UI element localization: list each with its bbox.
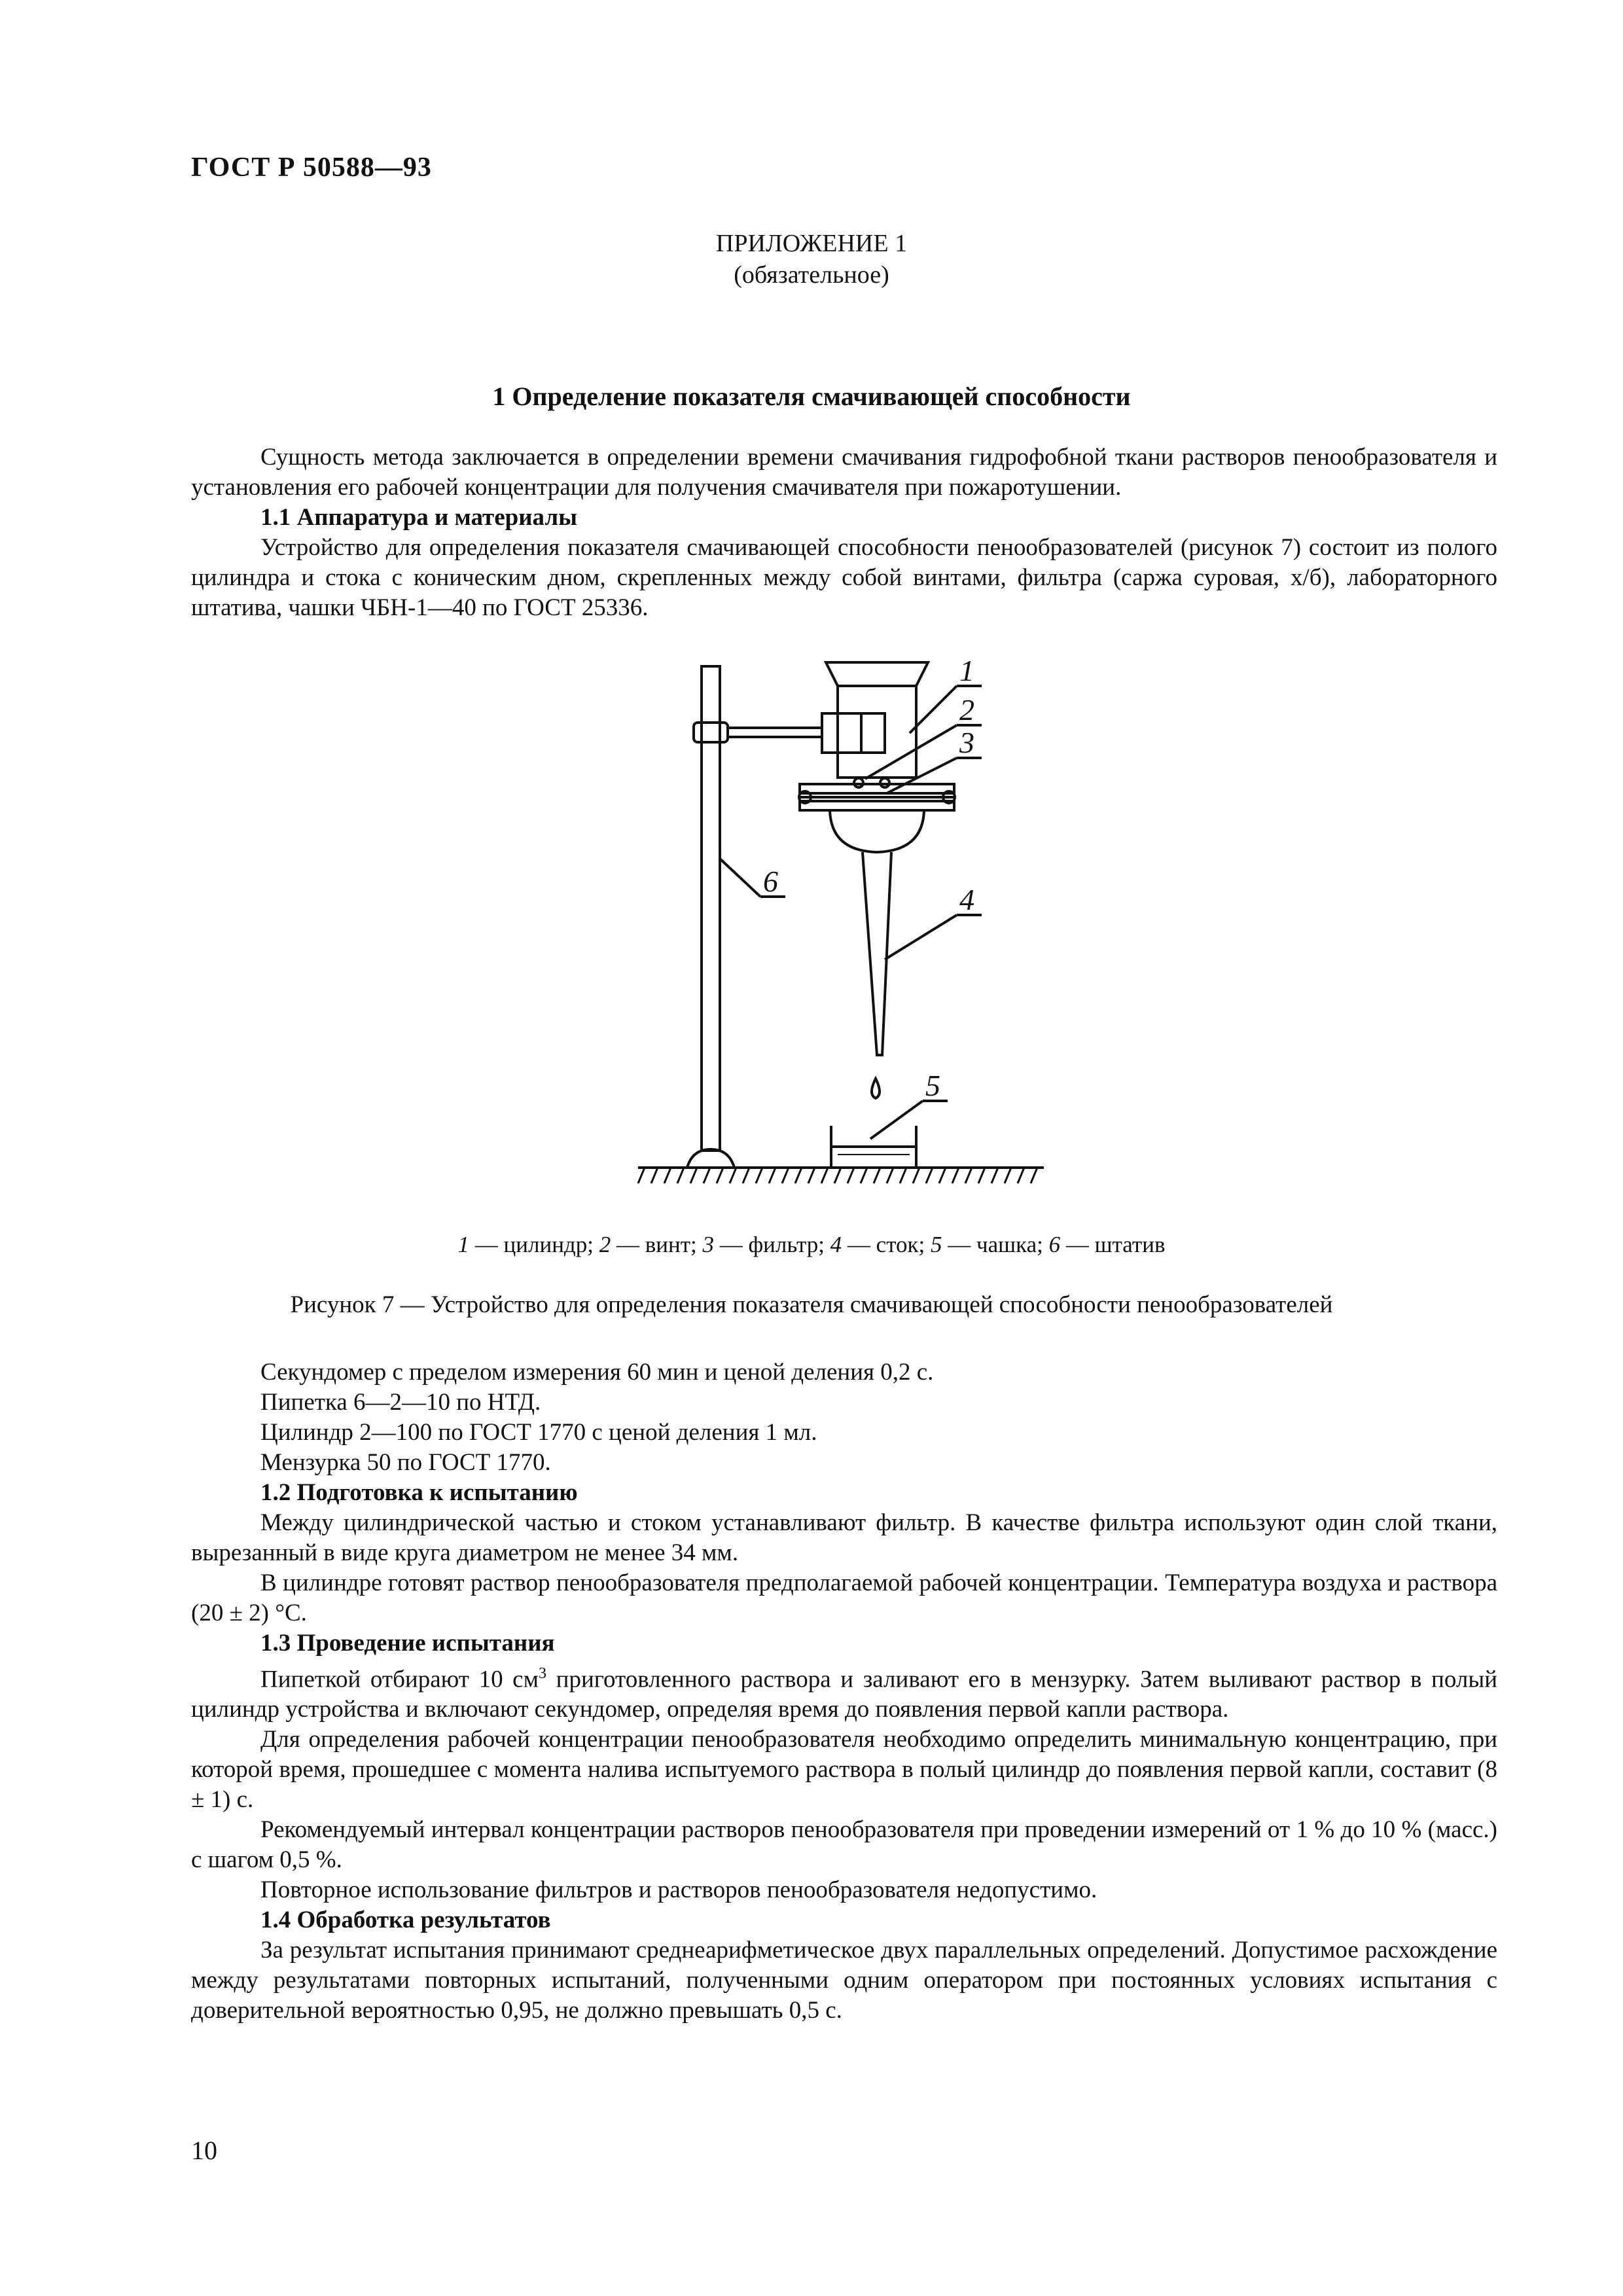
- paragraph: Для определения рабочей концентрации пенообразователя необходимо определить минимальную концентрацию, при которой время, прошедшее с момента налива испытуемого раствора в полый цилиндр до появления первой капли, составит (8 ± 1) с.: [191, 1726, 1497, 1814]
- label-6: 6: [763, 865, 778, 898]
- subsection-heading-1-1: 1.1 Аппаратура и материалы: [260, 504, 578, 531]
- list-item: Секундомер с пределом измерения 60 мин и ценой деления 0,2 с.: [260, 1359, 934, 1386]
- holder-clamp: [822, 713, 861, 753]
- cylinder-body: [838, 686, 916, 778]
- flange-top: [800, 784, 954, 793]
- drain-bowl: [830, 810, 924, 852]
- subsection-heading-1-4: 1.4 Обработка результатов: [260, 1907, 551, 1934]
- subsection-heading-1-2: 1.2 Подготовка к испытанию: [260, 1479, 578, 1506]
- figure-legend: 1 — цилиндр; 2 — винт; 3 — фильтр; 4 — сток; 5 — чашка; 6 — штатив: [457, 1232, 1166, 1257]
- subsection-heading-1-3: 1.3 Проведение испытания: [260, 1630, 555, 1657]
- document-code: ГОСТ Р 50588—93: [191, 152, 432, 183]
- list-item: Мензурка 50 по ГОСТ 1770.: [260, 1449, 551, 1476]
- list-item: Цилиндр 2—100 по ГОСТ 1770 с ценой деления 1 мл.: [260, 1419, 817, 1446]
- drain-cone: [863, 852, 891, 1055]
- paragraph: За результат испытания принимают среднеарифметическое двух параллельных определений. Допустимое расхождение между результатами повторных испытаний, полученными одним оператором при постоянных условиях испытания с доверительной вероятностью 0,95, не должно превышать 0,5 с.: [191, 1937, 1497, 2024]
- stand-rod: [702, 666, 720, 1151]
- paragraph: Пипеткой отбирают 10 $см^3$ приготовленного раствора и заливают его в мензурку. Затем выливают раствор в полый цилиндр устройства и включают секундомер, определяя время до появления первой капли раствора.: [191, 1665, 1497, 1723]
- paragraph: Между цилиндрической частью и стоком устанавливают фильтр. В качестве фильтра используют один слой ткани, вырезанный в виде круга диаметром не менее 34 мм.: [191, 1509, 1497, 1566]
- equipment-list: [260, 1357, 933, 1478]
- appendix-title: ПРИЛОЖЕНИЕ 1: [715, 230, 908, 257]
- label-5: 5: [925, 1069, 940, 1102]
- sections-block: [191, 1478, 1497, 2026]
- page-number: 10: [191, 2136, 217, 2165]
- paragraph: В цилиндре готовят раствор пенообразователя предполагаемой рабочей концентрации. Температура воздуха и раствора (20 ± 2) °С.: [191, 1570, 1497, 1626]
- drop: [872, 1079, 880, 1098]
- apparatus-paragraph: Устройство для определения показателя смачивающей способности пенообразователей (рисунок 7) состоит из полого цилиндра и стока с коническим дном, скрепленных между собой винтами, фильтра (саржа суровая, х/б), лабораторного штатива, чашки ЧБН-1—40 по ГОСТ 25336.: [191, 534, 1497, 621]
- figure-caption: Рисунок 7 — Устройство для определения показателя смачивающей способности пенообразователей: [290, 1291, 1333, 1318]
- intro-paragraph: Сущность метода заключается в определении времени смачивания гидрофобной ткани растворов пенообразователя и установления его рабочей концентрации для получения смачивателя при пожаротушении.: [191, 444, 1497, 501]
- stand-base: [687, 1149, 734, 1168]
- paragraph: Повторное использование фильтров и растворов пенообразователя недопустимо.: [260, 1876, 1097, 1904]
- label-3: 3: [959, 726, 974, 759]
- rod-clamp: [694, 723, 728, 742]
- label-2: 2: [959, 693, 974, 726]
- appendix-note: (обязательное): [734, 261, 889, 289]
- paragraph: Рекомендуемый интервал концентрации растворов пенообразователя при проведении измерений от 1 % до 10 % (масс.) с шагом 0,5 %.: [191, 1816, 1497, 1874]
- cylinder-rim: [826, 662, 928, 686]
- flange-bottom: [800, 801, 954, 810]
- label-4: 4: [959, 883, 974, 916]
- label-1: 1: [959, 654, 974, 687]
- section-title: 1 Определение показателя смачивающей способности: [492, 382, 1131, 411]
- list-item: Пипетка 6—2—10 по НТД.: [260, 1389, 541, 1416]
- ground-hatching: [638, 1168, 1037, 1183]
